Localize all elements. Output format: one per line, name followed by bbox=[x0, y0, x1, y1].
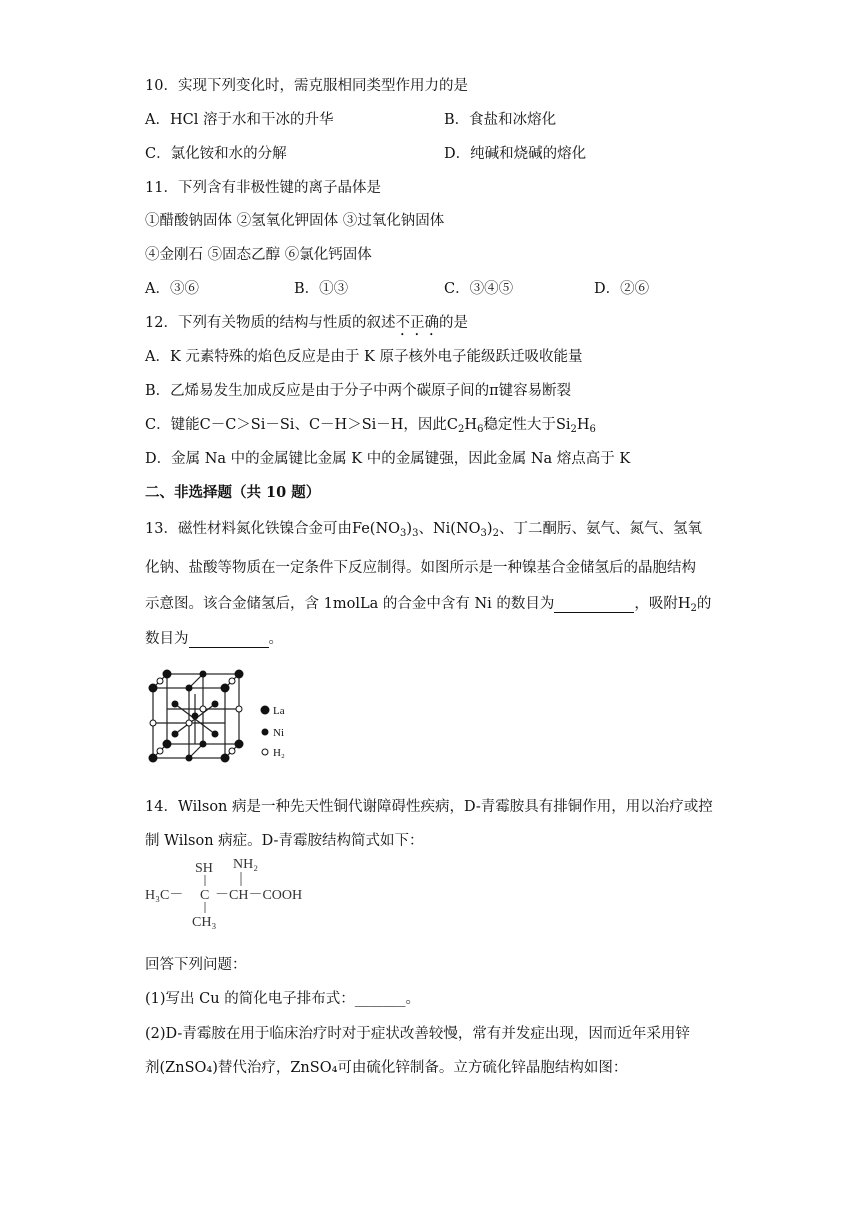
q12-stem-pre: 12．下列有关物质的结构与性质的叙述 bbox=[145, 315, 396, 331]
struct-ch3: CH₃ bbox=[192, 915, 217, 930]
q12-c-mid: 、 bbox=[294, 417, 309, 433]
q13-line4 bbox=[145, 627, 283, 648]
q14-line2: 制 Wilson 病症。D-青霉胺结构简式如下： bbox=[145, 833, 424, 849]
q12-option-b: B．乙烯易发生加成反应是由于分子中两个碳原子间的π键容易断裂 bbox=[145, 383, 572, 399]
q12-option-a: A．K 元素特殊的焰色反应是由于 K 原子核外电子能级跃迁吸收能量 bbox=[145, 349, 583, 365]
q13-line4-tail: 。 bbox=[268, 631, 283, 647]
q14-sub2-line2: 剂(ZnSO₄)替代治疗，ZnSO₄可由硫化锌制备。立方硫化锌晶胞结构如图： bbox=[145, 1060, 628, 1076]
crystal-cell-figure bbox=[145, 664, 295, 768]
legend-h2-label: H₂ bbox=[273, 747, 285, 759]
q11-stem: 11．下列含有非极性键的离子晶体是 bbox=[145, 180, 381, 196]
struct-sh: SH bbox=[195, 861, 213, 876]
q13-line2: 化钠、盐酸等物质在一定条件下反应制得。如图所示是一种镍基合金储氢后的晶胞结构 bbox=[145, 560, 696, 576]
q14-sub1-text: (1)写出 Cu 的简化电子排布式： bbox=[145, 991, 355, 1007]
struct-h3c: H₃C－ bbox=[145, 888, 184, 903]
struct-chain: －CH－COOH bbox=[215, 888, 303, 903]
legend-la-label: La bbox=[273, 705, 285, 717]
q14-sub2-line1: (2)D-青霉胺在用于临床治疗时对于症状改善较慢，常有并发症出现，因而近年采用锌 bbox=[145, 1026, 690, 1042]
formula-h2: $H_2$ bbox=[677, 596, 697, 614]
section-heading: 二、非选择题（共 10 题） bbox=[145, 484, 321, 501]
q13-line1-text: 13．磁性材料氮化铁镍合金可由 bbox=[145, 521, 352, 537]
q12-c-post2: 稳定性大于 bbox=[483, 417, 556, 433]
q11-option-a: A．③⑥ bbox=[145, 281, 199, 297]
structural-formula bbox=[145, 854, 345, 934]
formula-ni-no3-2: $Ni(NO_3)_2$ bbox=[432, 521, 499, 539]
struct-nh2: NH₂ bbox=[233, 857, 259, 872]
answer-blank-cu[interactable]: _______ bbox=[354, 991, 406, 1007]
q13-line1-tail: 、丁二酮肟、氨气、氮气、氢氧 bbox=[498, 521, 702, 537]
q12-c-post1: ，因此 bbox=[403, 417, 447, 433]
q12-stem-emphasis: 不正确 bbox=[395, 315, 439, 331]
q11-items-row1: ①醋酸钠固体 ②氢氧化钾固体 ③过氧化钠固体 bbox=[145, 213, 445, 229]
formula-fe-no3-3: $Fe(NO_3)_3$ bbox=[351, 521, 419, 539]
q14-answer-prompt: 回答下列问题： bbox=[145, 957, 247, 973]
q11-option-d: D．②⑥ bbox=[594, 281, 650, 297]
answer-blank-h2[interactable] bbox=[189, 631, 269, 648]
q14-sub1-tail: 。 bbox=[405, 991, 420, 1007]
q12-option-d: D．金属 Na 中的金属键比金属 K 中的金属键强，因此金属 Na 熔点高于 K bbox=[145, 451, 631, 467]
q10-option-d: D．纯碱和烧碱的熔化 bbox=[444, 146, 587, 162]
answer-blank-ni[interactable] bbox=[554, 596, 634, 613]
q14-line1: 14．Wilson 病是一种先天性铜代谢障碍性疾病，D-青霉胺具有排铜作用，用以治疗或控 bbox=[145, 799, 713, 815]
q12-c-bond2: C－H＞Si－H bbox=[308, 417, 404, 433]
q10-option-b: B．食盐和冰熔化 bbox=[444, 112, 557, 128]
q12-c-pre: C．键能 bbox=[145, 417, 200, 433]
q13-line3 bbox=[145, 592, 711, 614]
q12-stem-post: 的是 bbox=[438, 315, 468, 331]
q11-items-row2: ④金刚石 ⑤固态乙醇 ⑥氯化钙固体 bbox=[145, 247, 372, 263]
q11-option-c: C．③④⑤ bbox=[444, 281, 514, 297]
q11-option-b: B．①③ bbox=[294, 281, 349, 297]
q12-c-bond1: C－C＞Si－Si bbox=[199, 417, 295, 433]
q13-line3-tail: ，吸附 bbox=[634, 596, 678, 612]
q13-line3-end: 的 bbox=[696, 596, 712, 612]
q14-sub1 bbox=[145, 987, 420, 1008]
struct-c: C bbox=[200, 888, 210, 903]
q13-line3-text: 示意图。该合金储氢后，含 1molLa 的合金中含有 Ni 的数目为 bbox=[145, 596, 555, 612]
formula-c2h6: $C_2H_6$ bbox=[446, 417, 484, 435]
q10-stem: 10．实现下列变化时，需克服相同类型作用力的是 bbox=[145, 78, 468, 94]
q12-stem bbox=[145, 311, 468, 339]
q13-line4-text: 数目为 bbox=[145, 631, 189, 647]
legend-ni-label: Ni bbox=[273, 727, 284, 739]
q10-option-a: A．HCl 溶于水和干冰的升华 bbox=[145, 112, 334, 128]
formula-si2h6: $Si_2H_6$ bbox=[555, 417, 596, 435]
q12-option-c bbox=[145, 413, 596, 435]
q13-line1: 13．磁性材料氮化铁镍合金可由$Fe(NO_3)_3$、$Ni(NO_3)_2$、丁二酮肟、氨气、氮气、氢氧 bbox=[145, 521, 702, 539]
q10-option-c: C．氯化铵和水的分解 bbox=[145, 146, 287, 162]
